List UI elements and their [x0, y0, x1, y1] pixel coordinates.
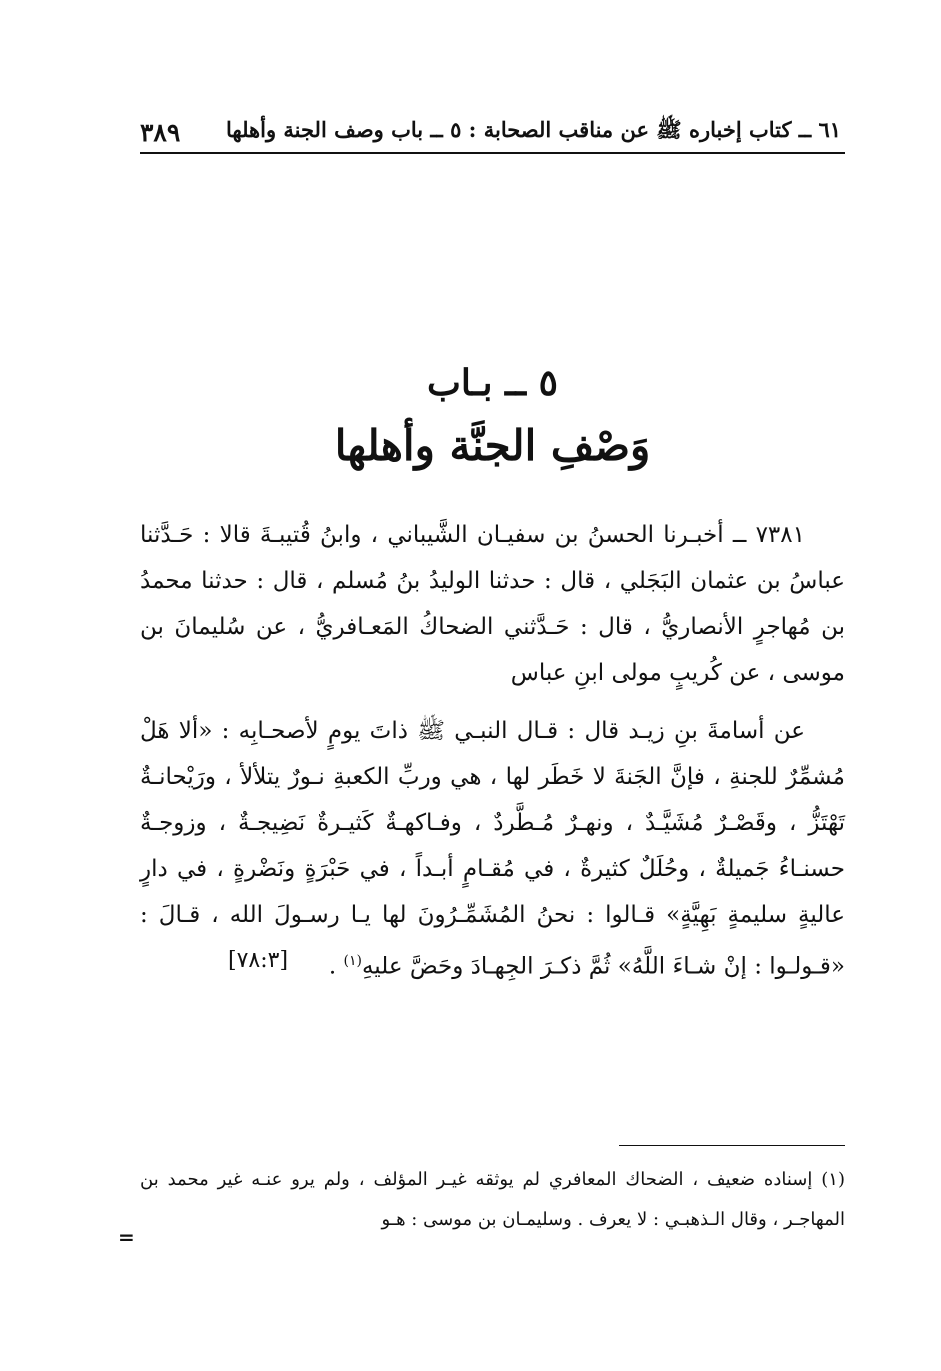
source-reference: [٧٨:٣] — [228, 948, 289, 973]
hadith-isnad: ٧٣٨١ ــ أخبـرنا الحسنُ بن سفيـان الشَّيباني ، وابنُ قُتيبـةَ قالا : حَـدَّثنا عباسُ بن عثمان البَجَلي ، قال : حدثنا الوليدُ بنُ مُسلم ، قال : حدثنا محمدُ بن مُهاجرٍ الأنصاريُّ ، قال : حَـدَّثني الضحاكُ المَعـافريُّ ، عن سُليمانَ بن موسى ، عن كُريبٍ مولى ابنِ عباس — [140, 522, 845, 686]
hadith-matn-paragraph — [140, 708, 845, 990]
footnote-item — [140, 1160, 845, 1240]
page-number: ٣٨٩ — [140, 117, 181, 147]
hadith-body — [140, 512, 845, 990]
footnotes-section — [140, 1160, 845, 1240]
hadith-matn: عن أسامةَ بنِ زيـد قال : قـال النبـي ﷺ ذاتَ يومٍ لأصحـابِه : «ألا هَلْ مُشمِّرٌ للجنةِ ، فإنَّ الجَنةَ لا خَطَر لها ، هي وربِّ الكعبةِ نـورٌ يتلألأ ، ورَيْحانـةٌ تَهْتَزُّ ، وقَصْـرٌ مُشَيَّـدٌ ، ونهـرٌ مُـطَّردٌ ، وفـاكهـةٌ كَثيـرةٌ نَضِيجـةٌ ، وزوجـةٌ حسنـاءُ جَميلةٌ ، وحُلَلٌ كثيرةٌ ، في مُقـامٍ أبـداً ، في حَبْرَةٍ ونَضْرةٍ ، في دارٍ عاليةٍ سليمةٍ بَهِيَّةٍ» قـالوا : نحنُ المُشَمِّـرُونَ لها يـا رسـولَ الله ، قـالَ : «قـولـوا : إنْ شـاءَ اللَّهُ» ثُمَّ ذكـرَ الجِهـادَ وحَضَّ عليهِ — [140, 718, 845, 980]
running-header — [140, 112, 841, 152]
running-title: ٦١ ــ كتاب إخباره ﷺ عن مناقب الصحابة : ٥ ــ باب وصف الجنة وأهلها — [226, 116, 841, 142]
chapter-number: ٥ ــ بـاب — [427, 362, 558, 404]
chapter-heading — [140, 355, 845, 481]
chapter-title: وَصْفِ الجنَّة وأهلها — [334, 421, 651, 470]
footnote-reference: (١) — [343, 953, 362, 969]
matn-end-punctuation: . — [328, 953, 344, 980]
footnote-text: إسناده ضعيف ، الضحاك المعافري لم يوثقه غيـر المؤلف ، ولم يرو عنـه غير محمد بن المهاجـر ، وقال الـذهبـي : لا يعرف . وسليمـان بن موسى : هـو — [140, 1169, 845, 1230]
continuation-mark: = — [118, 1225, 135, 1249]
footnote-marker: (١) — [821, 1169, 845, 1190]
footnote-divider — [619, 1145, 845, 1146]
header-divider — [140, 152, 845, 154]
